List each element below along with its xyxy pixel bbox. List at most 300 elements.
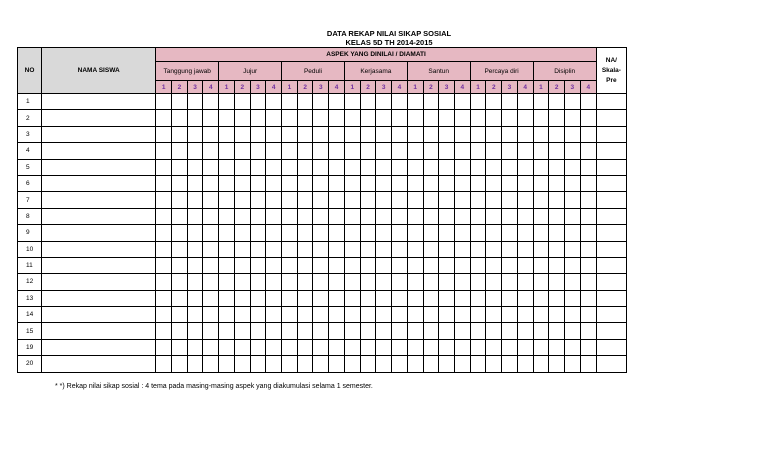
score-cell[interactable] <box>517 175 533 191</box>
score-cell[interactable] <box>470 208 486 224</box>
score-cell[interactable] <box>392 126 408 142</box>
score-cell[interactable] <box>313 94 329 110</box>
score-cell[interactable] <box>470 143 486 159</box>
score-cell[interactable] <box>454 323 470 339</box>
score-cell[interactable] <box>423 225 439 241</box>
score-cell[interactable] <box>250 159 266 175</box>
score-cell[interactable] <box>250 257 266 273</box>
score-cell[interactable] <box>266 175 282 191</box>
score-cell[interactable] <box>203 356 219 372</box>
score-cell[interactable] <box>533 225 549 241</box>
score-cell[interactable] <box>172 110 188 126</box>
score-cell[interactable] <box>156 126 172 142</box>
score-cell[interactable] <box>502 290 518 306</box>
score-cell[interactable] <box>266 323 282 339</box>
score-cell[interactable] <box>439 225 455 241</box>
score-cell[interactable] <box>454 356 470 372</box>
score-cell[interactable] <box>533 307 549 323</box>
score-cell[interactable] <box>407 339 423 355</box>
score-cell[interactable] <box>187 192 203 208</box>
score-cell[interactable] <box>360 257 376 273</box>
score-cell[interactable] <box>392 307 408 323</box>
score-cell[interactable] <box>266 110 282 126</box>
score-cell[interactable] <box>234 323 250 339</box>
score-cell[interactable] <box>580 274 596 290</box>
score-cell[interactable] <box>156 257 172 273</box>
score-cell[interactable] <box>423 323 439 339</box>
score-cell[interactable] <box>580 339 596 355</box>
score-cell[interactable] <box>250 94 266 110</box>
score-cell[interactable] <box>250 241 266 257</box>
score-cell[interactable] <box>219 323 235 339</box>
score-cell[interactable] <box>439 307 455 323</box>
score-cell[interactable] <box>502 159 518 175</box>
score-cell[interactable] <box>439 126 455 142</box>
score-cell[interactable] <box>517 257 533 273</box>
score-cell[interactable] <box>392 257 408 273</box>
score-cell[interactable] <box>219 257 235 273</box>
score-cell[interactable] <box>187 290 203 306</box>
score-cell[interactable] <box>344 143 360 159</box>
score-cell[interactable] <box>533 94 549 110</box>
score-cell[interactable] <box>486 356 502 372</box>
score-cell[interactable] <box>423 192 439 208</box>
score-cell[interactable] <box>297 307 313 323</box>
score-cell[interactable] <box>187 257 203 273</box>
score-cell[interactable] <box>549 159 565 175</box>
na-cell[interactable] <box>596 356 626 372</box>
score-cell[interactable] <box>360 323 376 339</box>
score-cell[interactable] <box>250 192 266 208</box>
score-cell[interactable] <box>439 356 455 372</box>
score-cell[interactable] <box>392 323 408 339</box>
score-cell[interactable] <box>297 356 313 372</box>
name-cell[interactable] <box>42 208 156 224</box>
name-cell[interactable] <box>42 110 156 126</box>
score-cell[interactable] <box>470 290 486 306</box>
score-cell[interactable] <box>423 257 439 273</box>
score-cell[interactable] <box>549 208 565 224</box>
score-cell[interactable] <box>502 192 518 208</box>
score-cell[interactable] <box>313 257 329 273</box>
score-cell[interactable] <box>360 126 376 142</box>
score-cell[interactable] <box>439 159 455 175</box>
score-cell[interactable] <box>470 356 486 372</box>
score-cell[interactable] <box>376 126 392 142</box>
score-cell[interactable] <box>486 241 502 257</box>
score-cell[interactable] <box>439 110 455 126</box>
name-cell[interactable] <box>42 159 156 175</box>
score-cell[interactable] <box>502 94 518 110</box>
score-cell[interactable] <box>219 192 235 208</box>
score-cell[interactable] <box>297 257 313 273</box>
score-cell[interactable] <box>549 274 565 290</box>
score-cell[interactable] <box>360 94 376 110</box>
score-cell[interactable] <box>580 323 596 339</box>
score-cell[interactable] <box>392 192 408 208</box>
score-cell[interactable] <box>203 225 219 241</box>
score-cell[interactable] <box>439 208 455 224</box>
score-cell[interactable] <box>376 225 392 241</box>
score-cell[interactable] <box>470 94 486 110</box>
score-cell[interactable] <box>549 126 565 142</box>
score-cell[interactable] <box>297 290 313 306</box>
score-cell[interactable] <box>564 175 580 191</box>
score-cell[interactable] <box>407 290 423 306</box>
score-cell[interactable] <box>517 241 533 257</box>
score-cell[interactable] <box>376 94 392 110</box>
name-cell[interactable] <box>42 323 156 339</box>
score-cell[interactable] <box>517 126 533 142</box>
name-cell[interactable] <box>42 290 156 306</box>
score-cell[interactable] <box>392 110 408 126</box>
score-cell[interactable] <box>564 323 580 339</box>
score-cell[interactable] <box>376 208 392 224</box>
na-cell[interactable] <box>596 94 626 110</box>
score-cell[interactable] <box>219 339 235 355</box>
score-cell[interactable] <box>517 143 533 159</box>
score-cell[interactable] <box>580 208 596 224</box>
score-cell[interactable] <box>439 323 455 339</box>
score-cell[interactable] <box>282 126 298 142</box>
score-cell[interactable] <box>313 274 329 290</box>
score-cell[interactable] <box>376 159 392 175</box>
score-cell[interactable] <box>250 175 266 191</box>
score-cell[interactable] <box>580 159 596 175</box>
score-cell[interactable] <box>454 339 470 355</box>
score-cell[interactable] <box>360 356 376 372</box>
score-cell[interactable] <box>266 208 282 224</box>
score-cell[interactable] <box>313 208 329 224</box>
score-cell[interactable] <box>517 159 533 175</box>
score-cell[interactable] <box>486 110 502 126</box>
score-cell[interactable] <box>580 241 596 257</box>
score-cell[interactable] <box>172 290 188 306</box>
score-cell[interactable] <box>454 307 470 323</box>
score-cell[interactable] <box>329 339 345 355</box>
score-cell[interactable] <box>156 159 172 175</box>
score-cell[interactable] <box>517 307 533 323</box>
score-cell[interactable] <box>266 356 282 372</box>
score-cell[interactable] <box>172 225 188 241</box>
score-cell[interactable] <box>250 307 266 323</box>
score-cell[interactable] <box>282 241 298 257</box>
na-cell[interactable] <box>596 126 626 142</box>
score-cell[interactable] <box>454 241 470 257</box>
score-cell[interactable] <box>172 143 188 159</box>
score-cell[interactable] <box>376 143 392 159</box>
score-cell[interactable] <box>580 110 596 126</box>
score-cell[interactable] <box>423 159 439 175</box>
score-cell[interactable] <box>549 110 565 126</box>
score-cell[interactable] <box>549 307 565 323</box>
score-cell[interactable] <box>282 192 298 208</box>
score-cell[interactable] <box>549 192 565 208</box>
score-cell[interactable] <box>219 241 235 257</box>
score-cell[interactable] <box>580 143 596 159</box>
score-cell[interactable] <box>234 307 250 323</box>
score-cell[interactable] <box>454 175 470 191</box>
score-cell[interactable] <box>234 208 250 224</box>
score-cell[interactable] <box>392 290 408 306</box>
score-cell[interactable] <box>360 339 376 355</box>
score-cell[interactable] <box>266 307 282 323</box>
score-cell[interactable] <box>564 241 580 257</box>
score-cell[interactable] <box>187 356 203 372</box>
score-cell[interactable] <box>297 339 313 355</box>
score-cell[interactable] <box>392 339 408 355</box>
score-cell[interactable] <box>250 339 266 355</box>
score-cell[interactable] <box>502 143 518 159</box>
score-cell[interactable] <box>344 274 360 290</box>
score-cell[interactable] <box>470 339 486 355</box>
score-cell[interactable] <box>549 323 565 339</box>
score-cell[interactable] <box>203 126 219 142</box>
score-cell[interactable] <box>172 257 188 273</box>
score-cell[interactable] <box>329 126 345 142</box>
score-cell[interactable] <box>187 175 203 191</box>
score-cell[interactable] <box>266 339 282 355</box>
score-cell[interactable] <box>187 323 203 339</box>
score-cell[interactable] <box>580 175 596 191</box>
score-cell[interactable] <box>533 274 549 290</box>
score-cell[interactable] <box>407 143 423 159</box>
score-cell[interactable] <box>282 307 298 323</box>
score-cell[interactable] <box>250 274 266 290</box>
score-cell[interactable] <box>564 192 580 208</box>
score-cell[interactable] <box>282 339 298 355</box>
score-cell[interactable] <box>329 143 345 159</box>
score-cell[interactable] <box>203 143 219 159</box>
score-cell[interactable] <box>266 257 282 273</box>
score-cell[interactable] <box>203 290 219 306</box>
score-cell[interactable] <box>439 290 455 306</box>
score-cell[interactable] <box>234 257 250 273</box>
score-cell[interactable] <box>297 241 313 257</box>
score-cell[interactable] <box>392 175 408 191</box>
score-cell[interactable] <box>187 110 203 126</box>
score-cell[interactable] <box>297 143 313 159</box>
score-cell[interactable] <box>282 159 298 175</box>
score-cell[interactable] <box>423 307 439 323</box>
score-cell[interactable] <box>360 290 376 306</box>
score-cell[interactable] <box>423 241 439 257</box>
score-cell[interactable] <box>392 241 408 257</box>
score-cell[interactable] <box>549 257 565 273</box>
score-cell[interactable] <box>187 274 203 290</box>
score-cell[interactable] <box>470 159 486 175</box>
score-cell[interactable] <box>580 356 596 372</box>
score-cell[interactable] <box>502 339 518 355</box>
score-cell[interactable] <box>234 175 250 191</box>
score-cell[interactable] <box>344 225 360 241</box>
score-cell[interactable] <box>344 110 360 126</box>
score-cell[interactable] <box>423 110 439 126</box>
score-cell[interactable] <box>423 175 439 191</box>
score-cell[interactable] <box>439 274 455 290</box>
score-cell[interactable] <box>439 192 455 208</box>
na-cell[interactable] <box>596 208 626 224</box>
score-cell[interactable] <box>219 126 235 142</box>
score-cell[interactable] <box>297 126 313 142</box>
score-cell[interactable] <box>533 192 549 208</box>
score-cell[interactable] <box>392 159 408 175</box>
score-cell[interactable] <box>517 192 533 208</box>
score-cell[interactable] <box>580 307 596 323</box>
score-cell[interactable] <box>329 94 345 110</box>
na-cell[interactable] <box>596 274 626 290</box>
score-cell[interactable] <box>344 192 360 208</box>
score-cell[interactable] <box>502 225 518 241</box>
name-cell[interactable] <box>42 339 156 355</box>
score-cell[interactable] <box>392 274 408 290</box>
score-cell[interactable] <box>203 159 219 175</box>
score-cell[interactable] <box>439 175 455 191</box>
score-cell[interactable] <box>313 290 329 306</box>
score-cell[interactable] <box>392 356 408 372</box>
score-cell[interactable] <box>564 307 580 323</box>
score-cell[interactable] <box>376 307 392 323</box>
score-cell[interactable] <box>407 208 423 224</box>
score-cell[interactable] <box>234 126 250 142</box>
score-cell[interactable] <box>407 257 423 273</box>
score-cell[interactable] <box>219 290 235 306</box>
score-cell[interactable] <box>533 339 549 355</box>
score-cell[interactable] <box>156 192 172 208</box>
score-cell[interactable] <box>376 175 392 191</box>
score-cell[interactable] <box>423 126 439 142</box>
score-cell[interactable] <box>297 94 313 110</box>
score-cell[interactable] <box>344 356 360 372</box>
score-cell[interactable] <box>533 257 549 273</box>
score-cell[interactable] <box>250 110 266 126</box>
score-cell[interactable] <box>502 323 518 339</box>
score-cell[interactable] <box>502 208 518 224</box>
score-cell[interactable] <box>282 225 298 241</box>
score-cell[interactable] <box>203 175 219 191</box>
score-cell[interactable] <box>423 94 439 110</box>
score-cell[interactable] <box>486 126 502 142</box>
score-cell[interactable] <box>486 290 502 306</box>
score-cell[interactable] <box>502 307 518 323</box>
score-cell[interactable] <box>329 159 345 175</box>
score-cell[interactable] <box>313 143 329 159</box>
score-cell[interactable] <box>486 257 502 273</box>
score-cell[interactable] <box>297 323 313 339</box>
score-cell[interactable] <box>407 356 423 372</box>
score-cell[interactable] <box>454 94 470 110</box>
score-cell[interactable] <box>156 208 172 224</box>
name-cell[interactable] <box>42 257 156 273</box>
score-cell[interactable] <box>344 290 360 306</box>
score-cell[interactable] <box>407 94 423 110</box>
score-cell[interactable] <box>564 126 580 142</box>
score-cell[interactable] <box>266 159 282 175</box>
score-cell[interactable] <box>282 274 298 290</box>
score-cell[interactable] <box>282 175 298 191</box>
score-cell[interactable] <box>329 323 345 339</box>
score-cell[interactable] <box>580 290 596 306</box>
score-cell[interactable] <box>439 94 455 110</box>
score-cell[interactable] <box>313 110 329 126</box>
score-cell[interactable] <box>470 126 486 142</box>
score-cell[interactable] <box>344 241 360 257</box>
name-cell[interactable] <box>42 192 156 208</box>
score-cell[interactable] <box>203 192 219 208</box>
score-cell[interactable] <box>234 159 250 175</box>
score-cell[interactable] <box>156 110 172 126</box>
score-cell[interactable] <box>423 274 439 290</box>
score-cell[interactable] <box>392 225 408 241</box>
name-cell[interactable] <box>42 126 156 142</box>
score-cell[interactable] <box>172 307 188 323</box>
score-cell[interactable] <box>470 225 486 241</box>
score-cell[interactable] <box>439 339 455 355</box>
score-cell[interactable] <box>172 356 188 372</box>
score-cell[interactable] <box>187 241 203 257</box>
na-cell[interactable] <box>596 323 626 339</box>
score-cell[interactable] <box>313 126 329 142</box>
score-cell[interactable] <box>187 143 203 159</box>
score-cell[interactable] <box>376 257 392 273</box>
score-cell[interactable] <box>297 159 313 175</box>
score-cell[interactable] <box>282 257 298 273</box>
score-cell[interactable] <box>486 307 502 323</box>
score-cell[interactable] <box>156 290 172 306</box>
score-cell[interactable] <box>564 225 580 241</box>
name-cell[interactable] <box>42 175 156 191</box>
score-cell[interactable] <box>439 143 455 159</box>
score-cell[interactable] <box>187 126 203 142</box>
score-cell[interactable] <box>219 175 235 191</box>
score-cell[interactable] <box>156 225 172 241</box>
score-cell[interactable] <box>219 356 235 372</box>
score-cell[interactable] <box>219 143 235 159</box>
score-cell[interactable] <box>156 356 172 372</box>
score-cell[interactable] <box>564 208 580 224</box>
score-cell[interactable] <box>203 339 219 355</box>
score-cell[interactable] <box>407 126 423 142</box>
score-cell[interactable] <box>172 175 188 191</box>
score-cell[interactable] <box>172 126 188 142</box>
score-cell[interactable] <box>187 307 203 323</box>
score-cell[interactable] <box>454 257 470 273</box>
score-cell[interactable] <box>517 274 533 290</box>
score-cell[interactable] <box>376 290 392 306</box>
score-cell[interactable] <box>517 225 533 241</box>
score-cell[interactable] <box>329 241 345 257</box>
score-cell[interactable] <box>564 274 580 290</box>
score-cell[interactable] <box>297 208 313 224</box>
score-cell[interactable] <box>297 225 313 241</box>
score-cell[interactable] <box>376 110 392 126</box>
score-cell[interactable] <box>282 356 298 372</box>
score-cell[interactable] <box>376 356 392 372</box>
score-cell[interactable] <box>313 356 329 372</box>
score-cell[interactable] <box>282 143 298 159</box>
score-cell[interactable] <box>250 208 266 224</box>
score-cell[interactable] <box>313 323 329 339</box>
score-cell[interactable] <box>156 274 172 290</box>
na-cell[interactable] <box>596 175 626 191</box>
score-cell[interactable] <box>329 257 345 273</box>
score-cell[interactable] <box>187 339 203 355</box>
score-cell[interactable] <box>329 192 345 208</box>
score-cell[interactable] <box>203 208 219 224</box>
score-cell[interactable] <box>234 339 250 355</box>
score-cell[interactable] <box>533 241 549 257</box>
score-cell[interactable] <box>439 257 455 273</box>
